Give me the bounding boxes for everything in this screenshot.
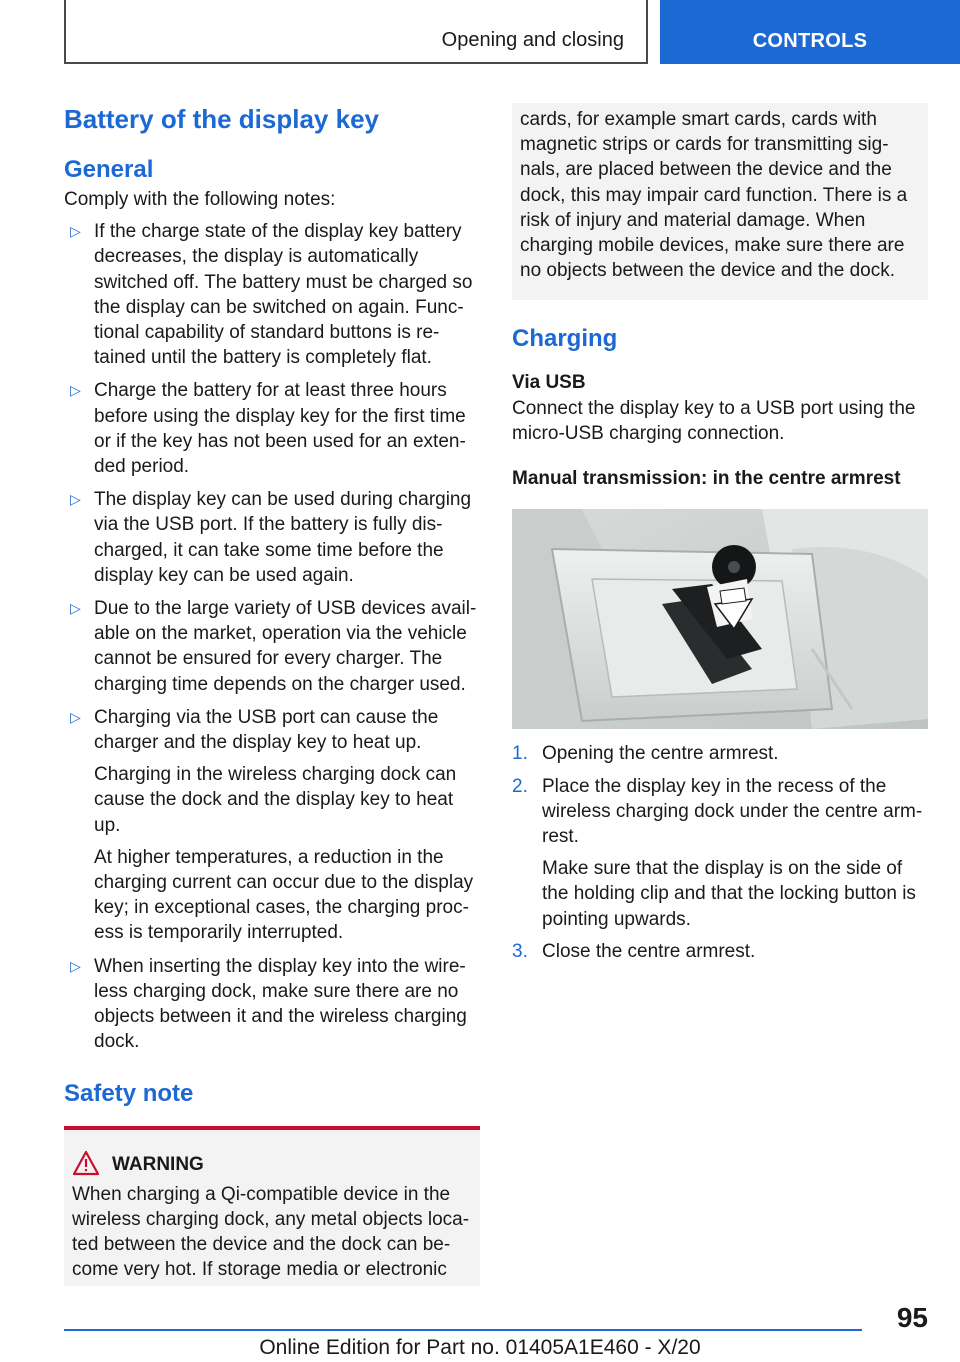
usb-heading: Via USB (512, 372, 586, 393)
left-column (64, 100, 480, 1286)
general-heading: General (64, 156, 154, 183)
list-item (64, 487, 480, 588)
footer-edition: Online Edition for Part no. 01405A1E460 - X/20 (259, 1336, 701, 1359)
list-item-text: Charge the battery for at least three hours before using the display key for the first time or if the key has not been used for an extended period. (94, 380, 466, 478)
warning-text: When charging a Qi-compatible device in the wireless charging dock, any metal objects located between the device and the dock can become very hot. If storage media or electronic (72, 1183, 470, 1281)
manual-heading: Manual transmission: in the centre armrest (512, 468, 901, 490)
step-text: Opening the centre armrest. (542, 743, 779, 765)
intro-text: Comply with the following notes: (64, 189, 336, 210)
list-item (64, 954, 480, 1055)
usb-text: Connect the display key to a USB port using the micro-USB charging connection. (512, 398, 916, 445)
list-item (64, 705, 480, 946)
step-item (512, 939, 928, 964)
list-item-text: Charging via the USB port can cause the charger and the display key to heat up. (94, 706, 439, 754)
charging-heading: Charging (512, 325, 618, 352)
step-item (512, 774, 928, 932)
triangle-bullet-icon: ▷ (70, 708, 81, 725)
list-item-text: At higher temperatures, a reduction in the charging current can occur due to the display key; in exceptional cases, the charging process is temporarily interrupted. (94, 846, 474, 944)
triangle-bullet-icon: ▷ (70, 382, 81, 399)
step-number: 1. (512, 743, 528, 765)
footer-rule (64, 1329, 862, 1331)
triangle-bullet-icon: ▷ (70, 957, 81, 974)
chapter-tab-label: CONTROLS (752, 30, 868, 52)
triangle-bullet-icon: ▷ (70, 600, 81, 617)
warning-triangle-icon (72, 1150, 100, 1176)
page-number: 95 (896, 1302, 928, 1333)
step-text: Make sure that the display is on the side of the holding clip and that the locking button is pointing upwards. (542, 858, 916, 930)
armrest-charging-photo (512, 509, 928, 729)
warning-box-continued (512, 103, 928, 300)
list-item-text: Charging in the wireless charging dock can cause the dock and the display key to heat up. (94, 764, 457, 836)
right-column (512, 103, 928, 971)
list-item (64, 219, 480, 370)
header-box (64, 0, 648, 64)
list-item (64, 378, 480, 479)
warning-text-continued: cards, for example smart cards, cards with magnetic strips or cards for transmitting signals, are placed between the device and the dock, this may impair card function. There is a risk of injury and material damage. When charging mobile devices, make sure there are no objects between the device and the dock. (520, 109, 908, 282)
chapter-tab[interactable] (660, 0, 960, 64)
step-number: 3. (512, 940, 528, 962)
triangle-bullet-icon: ▷ (70, 491, 81, 508)
step-text: Close the centre armrest. (542, 940, 756, 962)
safety-heading: Safety note (64, 1079, 194, 1107)
step-number: 2. (512, 775, 528, 797)
page-title: Battery of the display key (64, 104, 379, 134)
list-item-text: When inserting the display key into the wireless charging dock, make sure there are no objects between it and the wireless charging dock. (94, 955, 467, 1053)
warning-heading (72, 1152, 472, 1178)
triangle-bullet-icon: ▷ (70, 223, 81, 240)
list-item-text: Due to the large variety of USB devices available on the market, operation via the vehicle cannot be ensured for every charger. The charging time depends on the charger used. (94, 598, 477, 695)
steps-list (512, 741, 928, 964)
list-item (64, 596, 480, 697)
notes-list (64, 219, 480, 1054)
warning-box (64, 1126, 480, 1286)
step-item (512, 741, 928, 766)
warning-label: WARNING (112, 1153, 204, 1175)
step-text: Place the display key in the recess of the wireless charging dock under the centre armrest. (542, 775, 923, 848)
list-item-text: If the charge state of the display key battery decreases, the display is automatically switched off. The battery must be charged so the display can be switched on again. Functional capability of standard buttons is retained until the battery is completely flat. (94, 221, 473, 369)
list-item-text: The display key can be used during charging via the USB port. If the battery is fully discharged, it can take some time before the display key can be used again. (94, 489, 472, 586)
section-title: Opening and closing (441, 29, 624, 51)
